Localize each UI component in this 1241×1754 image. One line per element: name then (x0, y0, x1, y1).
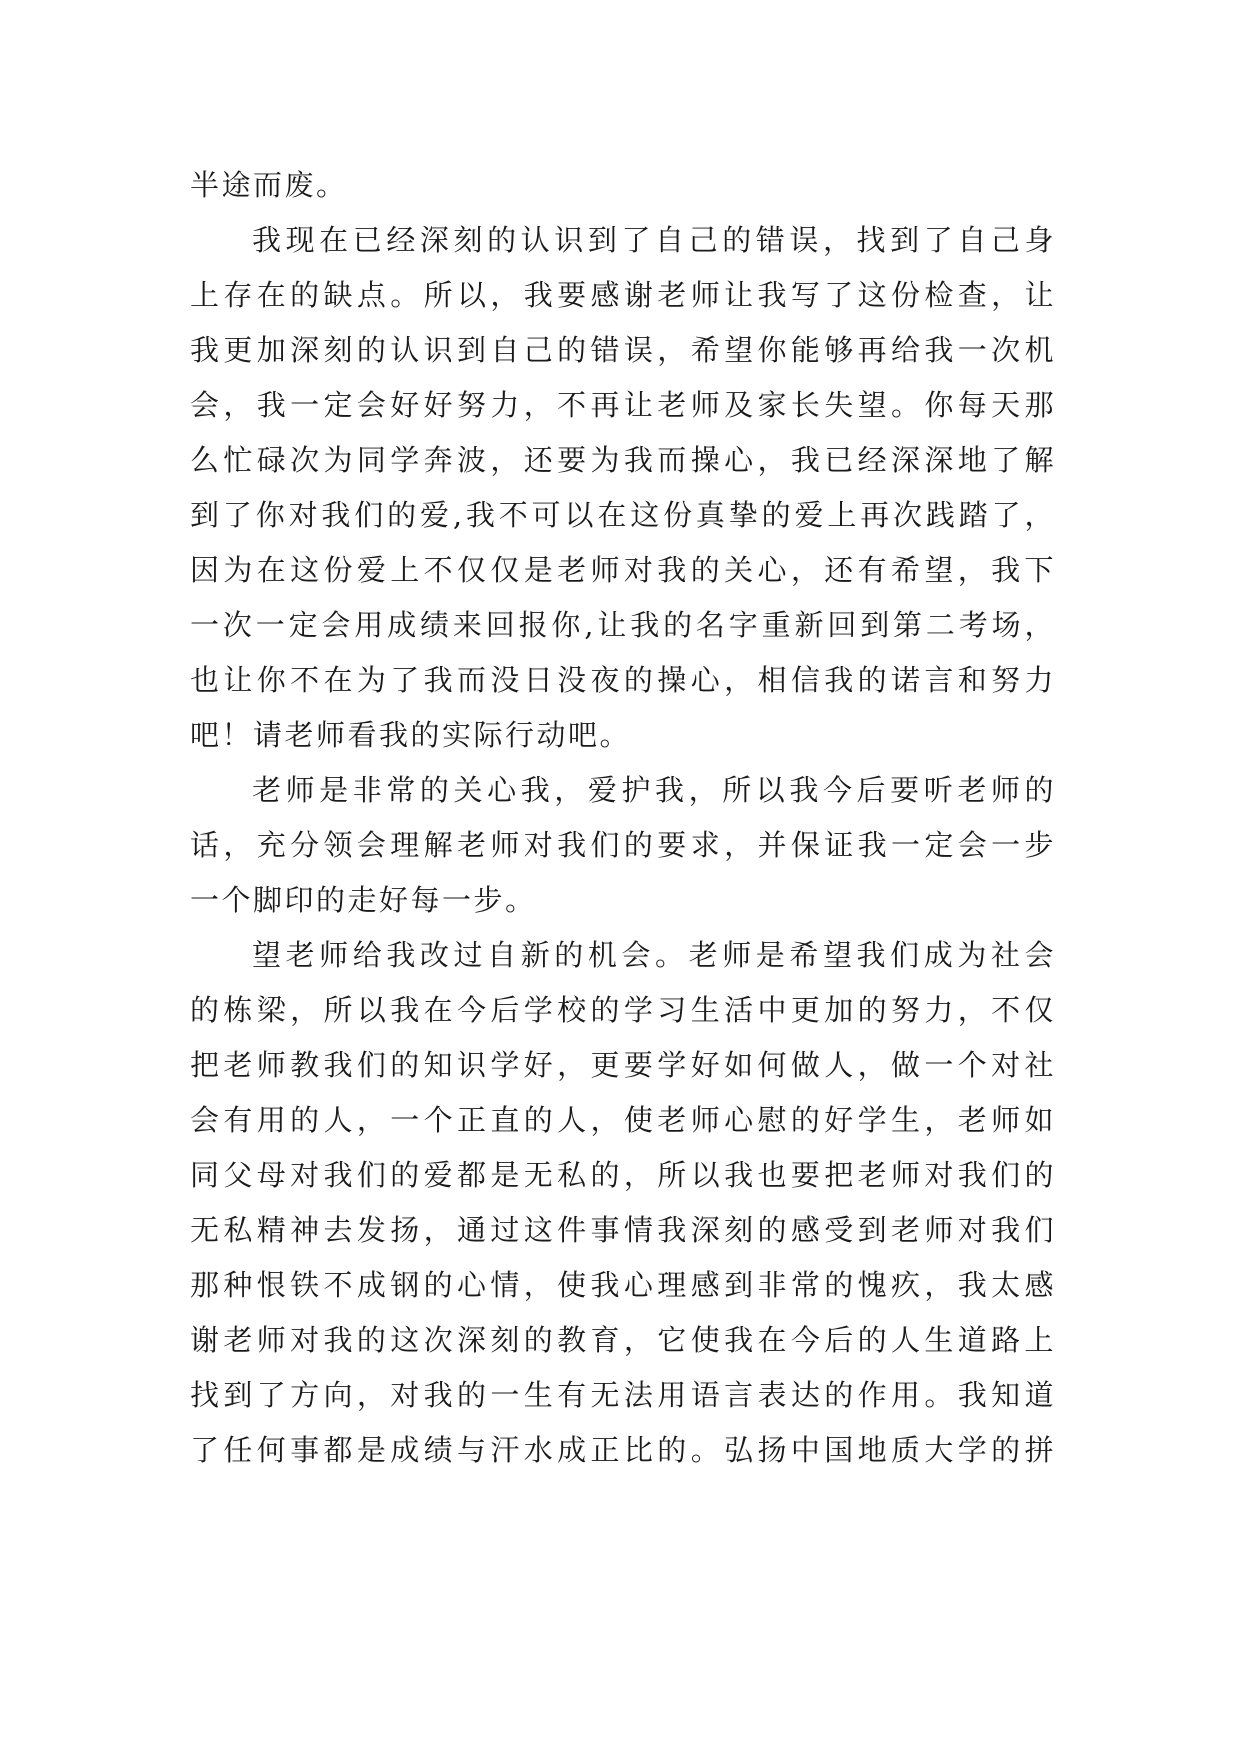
text-line: 了任何事都是成绩与汗水成正比的。弘扬中国地质大学的拼 (190, 1433, 1056, 1467)
text-line: 也让你不在为了我而没日没夜的操心，相信我的诺言和努力 (190, 663, 1056, 697)
text-line: 么忙碌次为同学奔波，还要为我而操心，我已经深深地了解 (190, 443, 1056, 477)
text-line: 会，我一定会好好努力，不再让老师及家长失望。你每天那 (190, 388, 1056, 422)
text-line: 吧！请老师看我的实际行动吧。 (190, 718, 632, 752)
text-line: 因为在这份爱上不仅仅是老师对我的关心，还有希望，我下 (190, 553, 1056, 587)
text-line: 找到了方向，对我的一生有无法用语言表达的作用。我知道 (190, 1378, 1056, 1412)
text-line: 会有用的人，一个正直的人，使老师心慰的好学生，老师如 (190, 1103, 1056, 1137)
document-body (190, 158, 1056, 1478)
text-line: 同父母对我们的爱都是无私的，所以我也要把老师对我们的 (190, 1158, 1056, 1192)
text-line: 无私精神去发扬，通过这件事情我深刻的感受到老师对我们 (190, 1213, 1056, 1247)
text-line: 的栋梁，所以我在今后学校的学习生活中更加的努力，不仅 (190, 993, 1056, 1027)
text-line: 老师是非常的关心我，爱护我，所以我今后要听老师的 (252, 773, 1056, 807)
text-line: 到了你对我们的爱,我不可以在这份真挚的爱上再次践踏了， (190, 498, 1056, 532)
text-line: 望老师给我改过自新的机会。老师是希望我们成为社会 (252, 938, 1056, 972)
text-line: 话，充分领会理解老师对我们的要求，并保证我一定会一步 (190, 828, 1056, 862)
text-line: 半途而废。 (190, 168, 348, 202)
text-line: 上存在的缺点。所以，我要感谢老师让我写了这份检查，让 (190, 278, 1056, 312)
text-line: 把老师教我们的知识学好，更要学好如何做人，做一个对社 (190, 1048, 1056, 1082)
text-line: 那种恨铁不成钢的心情，使我心理感到非常的愧疚，我太感 (190, 1268, 1056, 1302)
text-line: 我更加深刻的认识到自己的错误，希望你能够再给我一次机 (190, 333, 1056, 367)
text-line: 谢老师对我的这次深刻的教育，它使我在今后的人生道路上 (190, 1323, 1056, 1357)
text-line: 一个脚印的走好每一步。 (190, 883, 537, 917)
text-line: 我现在已经深刻的认识到了自己的错误，找到了自己身 (252, 223, 1056, 257)
text-line: 一次一定会用成绩来回报你,让我的名字重新回到第二考场， (190, 608, 1056, 642)
